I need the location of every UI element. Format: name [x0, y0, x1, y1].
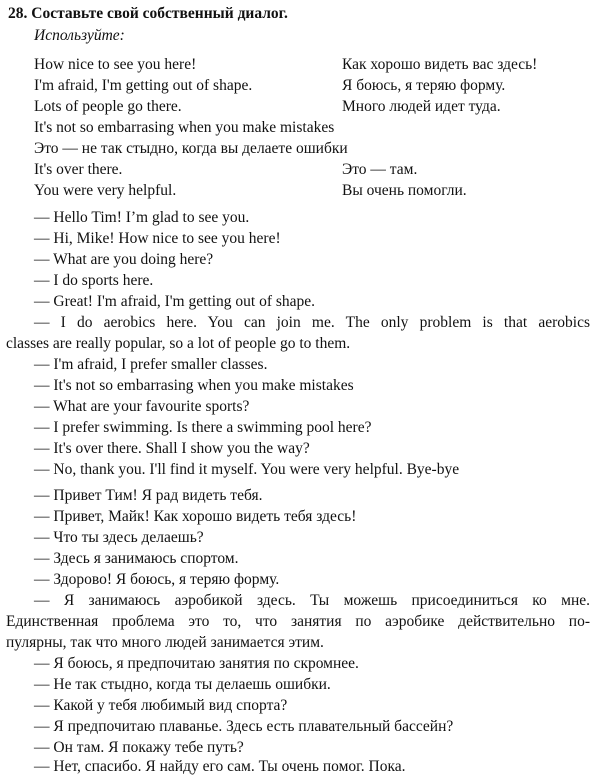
dialogue-ru-line: — Что ты здесь делаешь?	[34, 529, 204, 546]
phrase-en: It's over there.	[34, 161, 123, 178]
dialogue-en-line: — It's over there. Shall I show you the way?	[34, 440, 310, 457]
phrase-en: Это — не так стыдно, когда вы делаете ошибки	[34, 140, 348, 157]
phrase-ru: Это — там.	[342, 161, 418, 178]
dialogue-en-line: classes are really popular, so a lot of people go to them.	[6, 335, 351, 352]
dialogue-en-line: — What are you doing here?	[34, 251, 214, 268]
phrase-en: How nice to see you here!	[34, 56, 197, 73]
phrase-ru: Много людей идет туда.	[342, 98, 501, 115]
dialogue-ru-line: — Я предпочитаю плаванье. Здесь есть плавательный бассейн?	[34, 718, 454, 735]
dialogue-ru-line: — Привет Тим! Я рад видеть тебя.	[34, 487, 263, 504]
exercise-heading: 28. Составьте свой собственный диалог.	[8, 5, 288, 22]
dialogue-ru-line: — Я боюсь, я предпочитаю занятия по скромнее.	[34, 655, 359, 672]
dialogue-ru-line: — Здорово! Я боюсь, я теряю форму.	[34, 571, 280, 588]
dialogue-en-line: — Hi, Mike! How nice to see you here!	[34, 230, 281, 247]
phrase-ru: Как хорошо видеть вас здесь!	[342, 56, 538, 73]
dialogue-ru-line: Единственная проблема это то, что занятия по аэробике действительно по-	[6, 613, 590, 630]
dialogue-en-line: — I prefer swimming. Is there a swimming pool here?	[34, 419, 372, 436]
phrase-ru: Я боюсь, я теряю форму.	[342, 77, 506, 94]
dialogue-en-line: — It's not so embarrasing when you make mistakes	[34, 377, 354, 394]
phrase-en: Lots of people go there.	[34, 98, 182, 115]
dialogue-ru-line: — Какой у тебя любимый вид спорта?	[34, 697, 288, 714]
phrase-en: It's not so embarrasing when you make mistakes	[34, 119, 335, 136]
dialogue-en-line: — Hello Tim! I’m glad to see you.	[34, 209, 250, 226]
exercise-subheading: Используйте:	[34, 27, 125, 44]
dialogue-en-line: — I do aerobics here. You can join me. The only problem is that aerobics	[34, 314, 590, 331]
dialogue-ru-line: — Нет, спасибо. Я найду его сам. Ты очень помог. Пока.	[34, 758, 406, 775]
dialogue-ru-line: — Не так стыдно, когда ты делаешь ошибки.	[34, 676, 331, 693]
dialogue-en-line: — I do sports here.	[34, 272, 154, 289]
dialogue-ru-line: — Здесь я занимаюсь спортом.	[34, 550, 239, 567]
phrase-en: You were very helpful.	[34, 182, 177, 199]
dialogue-en-line: — What are your favourite sports?	[34, 398, 250, 415]
dialogue-ru-line: — Он там. Я покажу тебе путь?	[34, 739, 244, 756]
phrase-en: I'm afraid, I'm getting out of shape.	[34, 77, 253, 94]
dialogue-ru-line: — Привет, Майк! Как хорошо видеть тебя здесь!	[34, 508, 357, 525]
dialogue-ru-line: — Я занимаюсь аэробикой здесь. Ты можешь присоединиться ко мне.	[34, 592, 590, 609]
dialogue-en-line: — Great! I'm afraid, I'm getting out of shape.	[34, 293, 316, 310]
dialogue-ru-line: пулярны, так что много людей занимается этим.	[6, 634, 324, 651]
dialogue-en-line: — I'm afraid, I prefer smaller classes.	[34, 356, 268, 373]
phrase-ru: Вы очень помогли.	[342, 182, 467, 199]
dialogue-en-line: — No, thank you. I'll find it myself. You were very helpful. Bye-bye	[34, 461, 460, 478]
